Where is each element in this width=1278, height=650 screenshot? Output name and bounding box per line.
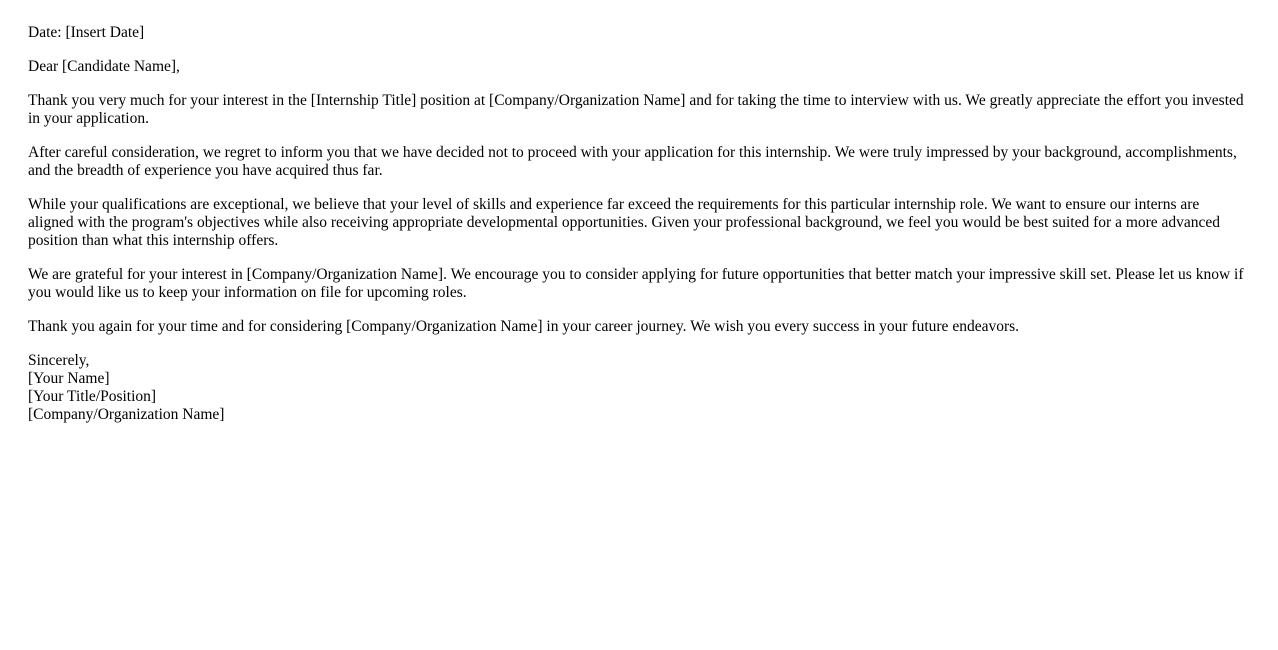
- signature-title: [Your Title/Position]: [28, 388, 157, 405]
- signature-company: [Company/Organization Name]: [28, 406, 225, 423]
- signature-closing: Sincerely,: [28, 352, 90, 369]
- paragraph-qualifications: While your qualifications are exceptional, we believe that your level of skills and experience far exceed the requirements for this particular internship role. We want to ensure our interns are aligned with the program's objectives while also receiving appropriate developmental opportunities. Given your professional background, we feel you would be best suited for a more advanced position than what this internship offers.: [28, 196, 1221, 249]
- signature-name: [Your Name]: [28, 370, 110, 387]
- paragraph-regret: After careful consideration, we regret to inform you that we have decided not to proceed with your application for this internship. We were truly impressed by your background, accomplishments, and the breadth of experience you have acquired thus far.: [28, 144, 1237, 179]
- signature-block: [28, 352, 1246, 424]
- paragraph-thank-you: Thank you very much for your interest in the [Internship Title] position at [Company/Organization Name] and for taking the time to interview with us. We greatly appreciate the effort you invested in your application.: [28, 92, 1244, 127]
- date-line: Date: [Insert Date]: [28, 24, 145, 41]
- paragraph-future-opportunities: We are grateful for your interest in [Company/Organization Name]. We encourage you to consider applying for future opportunities that better match your impressive skill set. Please let us know if you would like us to keep your information on file for upcoming roles.: [28, 266, 1244, 301]
- paragraph-closing-thanks: Thank you again for your time and for considering [Company/Organization Name] in your career journey. We wish you every success in your future endeavors.: [28, 318, 1020, 335]
- salutation: Dear [Candidate Name],: [28, 58, 180, 75]
